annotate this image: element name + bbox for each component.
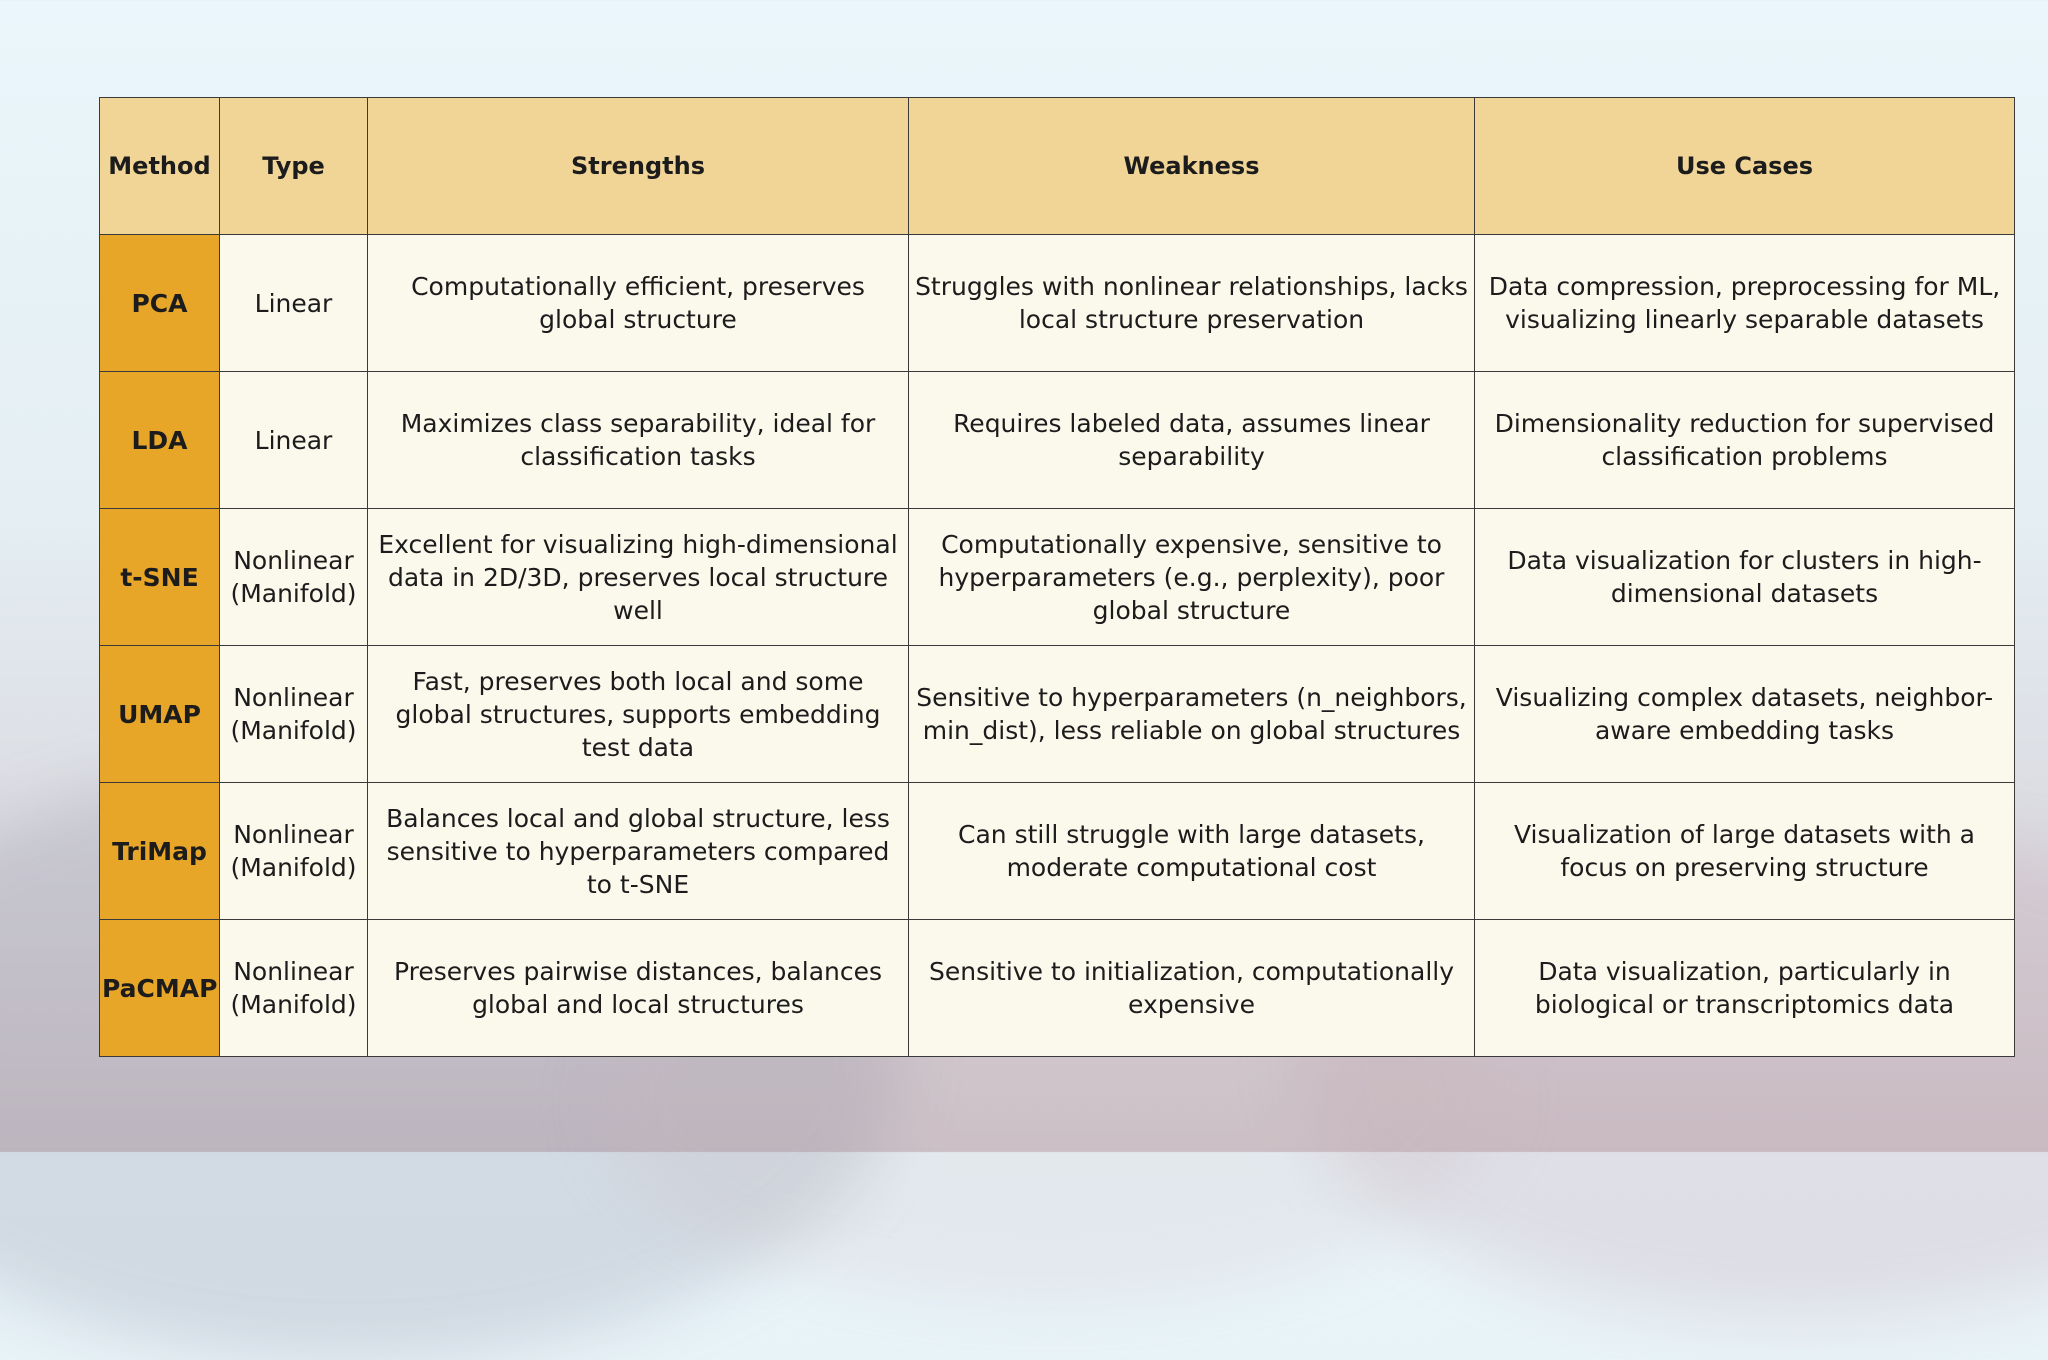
type-cell	[220, 372, 368, 509]
method-cell: UMAP	[100, 646, 220, 783]
type-line: Linear	[254, 425, 333, 455]
use-cases-cell: Data visualization, particularly in biological or transcriptomics data	[1475, 920, 2015, 1057]
method-cell: PCA	[100, 235, 220, 372]
strengths-cell: Maximizes class separability, ideal for classification tasks	[368, 372, 909, 509]
strengths-cell: Preserves pairwise distances, balances global and local structures	[368, 920, 909, 1057]
type-line: Nonlinear	[233, 546, 354, 575]
table-row	[100, 372, 2015, 509]
type-line: (Manifold)	[230, 716, 357, 745]
weakness-cell: Computationally expensive, sensitive to hyperparameters (e.g., perplexity), poor global structure	[909, 509, 1475, 646]
method-cell: PaCMAP	[100, 920, 220, 1057]
header-row	[100, 98, 2015, 235]
type-line: Nonlinear	[233, 683, 354, 712]
strengths-cell: Fast, preserves both local and some global structures, supports embedding test data	[368, 646, 909, 783]
header-strengths: Strengths	[368, 98, 909, 235]
method-cell: t-SNE	[100, 509, 220, 646]
use-cases-cell: Visualizing complex datasets, neighbor-aware embedding tasks	[1475, 646, 2015, 783]
strengths-cell: Balances local and global structure, less sensitive to hyperparameters compared to t-SNE	[368, 783, 909, 920]
comparison-table	[99, 97, 2015, 1057]
use-cases-cell: Dimensionality reduction for supervised classification problems	[1475, 372, 2015, 509]
use-cases-cell: Data visualization for clusters in high-dimensional datasets	[1475, 509, 2015, 646]
type-line: (Manifold)	[230, 853, 357, 882]
type-line: (Manifold)	[230, 990, 357, 1019]
type-cell	[220, 646, 368, 783]
table-row	[100, 783, 2015, 920]
table-row	[100, 509, 2015, 646]
method-cell: LDA	[100, 372, 220, 509]
use-cases-cell: Data compression, preprocessing for ML, visualizing linearly separable datasets	[1475, 235, 2015, 372]
table-row	[100, 646, 2015, 783]
type-cell	[220, 509, 368, 646]
type-cell	[220, 920, 368, 1057]
header-use-cases: Use Cases	[1475, 98, 2015, 235]
strengths-cell: Excellent for visualizing high-dimensional data in 2D/3D, preserves local structure well	[368, 509, 909, 646]
type-line: Nonlinear	[233, 820, 354, 849]
use-cases-cell: Visualization of large datasets with a focus on preserving structure	[1475, 783, 2015, 920]
table-row	[100, 235, 2015, 372]
strengths-cell: Computationally efficient, preserves global structure	[368, 235, 909, 372]
type-line: Nonlinear	[233, 957, 354, 986]
type-line: Linear	[254, 288, 333, 318]
method-cell: TriMap	[100, 783, 220, 920]
weakness-cell: Can still struggle with large datasets, moderate computational cost	[909, 783, 1475, 920]
type-cell	[220, 235, 368, 372]
weakness-cell: Sensitive to hyperparameters (n_neighbors, min_dist), less reliable on global structures	[909, 646, 1475, 783]
weakness-cell: Requires labeled data, assumes linear separability	[909, 372, 1475, 509]
header-type: Type	[220, 98, 368, 235]
header-method: Method	[100, 98, 220, 235]
type-cell	[220, 783, 368, 920]
weakness-cell: Sensitive to initialization, computationally expensive	[909, 920, 1475, 1057]
type-line: (Manifold)	[230, 579, 357, 608]
table-row	[100, 920, 2015, 1057]
header-weakness: Weakness	[909, 98, 1475, 235]
weakness-cell: Struggles with nonlinear relationships, lacks local structure preservation	[909, 235, 1475, 372]
